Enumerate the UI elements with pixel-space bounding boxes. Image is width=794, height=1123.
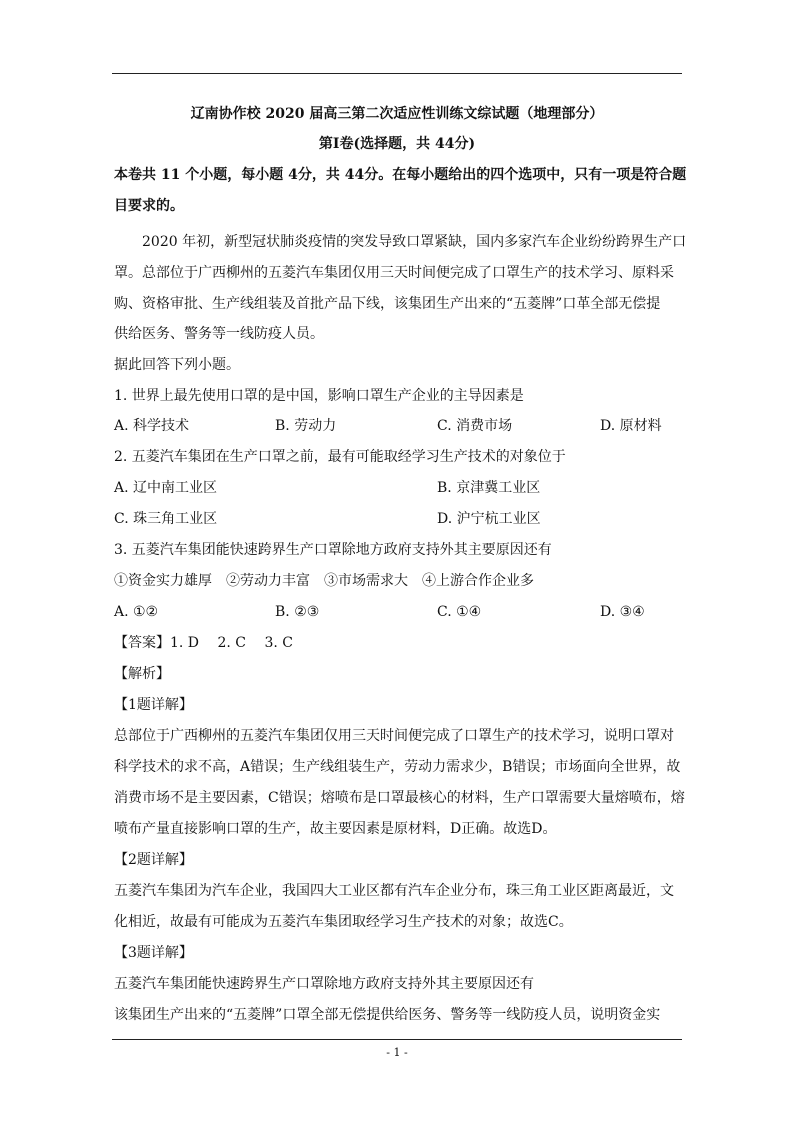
question-3-stem: 3. 五菱汽车集团能快速跨界生产口罩除地方政府支持外其主要原因还有 [114, 542, 552, 558]
answer-line: 【答案】1. D 2. C 3. C [114, 635, 293, 651]
passage-line: 供给医务、警务等一线防疫人员。 [114, 326, 324, 342]
question-1-option-c: C. 消费市场 [437, 418, 513, 434]
question-2-stem: 2. 五菱汽车集团在生产口罩之前，最有可能取经学习生产技术的对象位于 [114, 449, 566, 465]
question-3-option-c: C. ①④ [437, 604, 482, 620]
question-3-option-d: D. ③④ [600, 604, 645, 620]
question-2-option-c: C. 珠三角工业区 [114, 511, 218, 527]
passage-line: 罩。总部位于广西柳州的五菱汽车集团仅用三天时间便完成了口罩生产的技术学习、原料采 [114, 265, 674, 281]
detail-2-line: 五菱汽车集团为汽车企业，我国四大工业区都有汽车企业分布，珠三角工业区距离最近，文 [114, 883, 674, 899]
detail-2-label: 【2题详解】 [114, 852, 193, 868]
question-1-option-d: D. 原材料 [600, 418, 662, 434]
detail-1-line: 总部位于广西柳州的五菱汽车集团仅用三天时间便完成了口罩生产的技术学习，说明口罩对 [114, 728, 674, 744]
question-2-option-d: D. 沪宁杭工业区 [437, 511, 541, 527]
question-2-option-a: A. 辽中南工业区 [114, 480, 218, 496]
question-3-statements: ①资金实力雄厚 ②劳动力丰富 ③市场需求大 ④上游合作企业多 [114, 573, 534, 589]
header-rule [112, 73, 682, 74]
section-title: 第Ⅰ卷(选择题，共 44分) [318, 136, 476, 152]
question-1-stem: 1. 世界上最先使用口罩的是中国，影响口罩生产企业的主导因素是 [114, 388, 524, 404]
question-1-option-b: B. 劳动力 [275, 418, 337, 434]
instruction-line-1: 本卷共 11 个小题，每小题 4分，共 44分。在每小题给出的四个选项中，只有一项是符合题 [114, 167, 687, 183]
detail-3-line: 五菱汽车集团能快速跨界生产口罩除地方政府支持外其主要原因还有 [114, 976, 534, 992]
detail-2-line: 化相近，故最有可能成为五菱汽车集团取经学习生产技术的对象；故选C。 [114, 914, 573, 930]
analysis-label: 【解析】 [114, 666, 170, 682]
question-3-option-a: A. ①② [114, 604, 159, 620]
passage-line: 购、资格审批、生产线组装及首批产品下线，该集团生产出来的“五菱牌”口革全部无偿提 [114, 296, 661, 312]
detail-3-line: 该集团生产出来的“五菱牌”口罩全部无偿提供给医务、警务等一线防疫人员，说明资金实 [114, 1007, 661, 1023]
prompt-text: 据此回答下列小题。 [114, 357, 240, 373]
detail-1-line: 喷布产量直接影响口罩的生产，故主要因素是原材料，D正确。故选D。 [114, 821, 557, 837]
instruction-line-2: 目要求的。 [114, 198, 184, 214]
passage-line: 2020 年初，新型冠状肺炎疫情的突发导致口罩紧缺，国内多家汽车企业纷纷跨界生产口 [142, 234, 687, 250]
exam-title: 辽南协作校 2020 届高三第二次适应性训练文综试题（地理部分） [190, 106, 604, 122]
footer-rule [112, 1039, 682, 1040]
detail-1-label: 【1题详解】 [114, 697, 193, 713]
detail-1-line: 消费市场不是主要因素，C错误；熔喷布是口罩最核心的材料，生产口罩需要大量熔喷布，熔 [114, 790, 685, 806]
question-3-option-b: B. ②③ [275, 604, 320, 620]
detail-3-label: 【3题详解】 [114, 945, 193, 961]
page-number: - 1 - [386, 1046, 408, 1059]
detail-1-line: 科学技术的求不高，A错误；生产线组装生产，劳动力需求少，B错误；市场面向全世界，故 [114, 759, 681, 775]
question-2-option-b: B. 京津冀工业区 [437, 480, 541, 496]
question-1-option-a: A. 科学技术 [114, 418, 190, 434]
